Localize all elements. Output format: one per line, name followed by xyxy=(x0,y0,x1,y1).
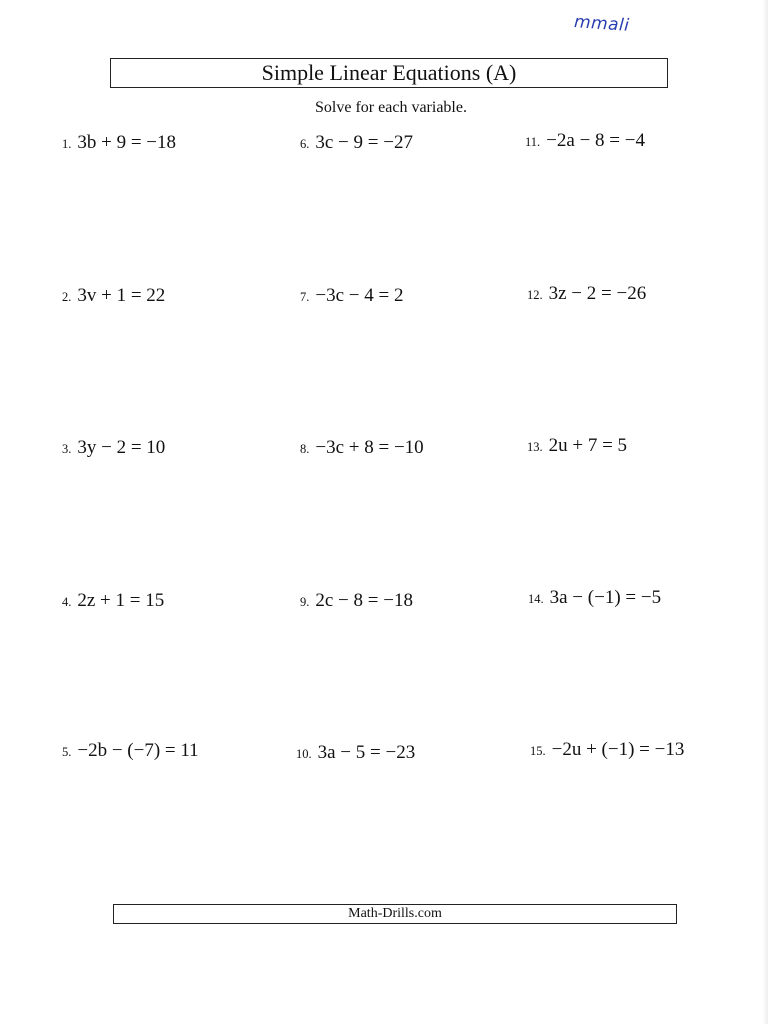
problem xyxy=(528,587,661,609)
problem xyxy=(527,435,627,457)
problem-equation: −2b − (−7) = 11 xyxy=(77,740,199,761)
problem-equation: 3z − 2 = −26 xyxy=(548,283,647,304)
problem-number: 1. xyxy=(62,137,72,151)
problem xyxy=(62,740,199,762)
problem-number: 13. xyxy=(527,440,543,454)
problem xyxy=(296,742,415,764)
problem-number: 4. xyxy=(62,595,72,609)
problem xyxy=(300,590,413,612)
problem-equation: −2u + (−1) = −13 xyxy=(551,739,685,760)
problem-number: 11. xyxy=(525,135,541,149)
footer-box xyxy=(113,904,677,924)
problem-equation: 2z + 1 = 15 xyxy=(77,590,165,611)
problem-number: 5. xyxy=(62,745,72,759)
problem xyxy=(300,132,413,154)
problem-equation: 3a − 5 = −23 xyxy=(317,742,416,763)
problem xyxy=(62,132,176,154)
problem-equation: 3c − 9 = −27 xyxy=(315,132,413,153)
problem-number: 6. xyxy=(300,137,310,151)
scan-edge xyxy=(762,0,768,1024)
problem xyxy=(62,590,164,612)
problem-equation: 2u + 7 = 5 xyxy=(548,435,628,456)
problem-number: 8. xyxy=(300,442,310,456)
problem xyxy=(62,437,165,459)
problem-number: 3. xyxy=(62,442,72,456)
handwritten-name: mmali xyxy=(573,12,631,36)
problem-equation: 3y − 2 = 10 xyxy=(77,437,166,458)
problem-equation: −3c + 8 = −10 xyxy=(315,437,424,458)
instructions: Solve for each variable. xyxy=(315,99,467,116)
footer-text: Math-Drills.com xyxy=(348,906,442,921)
problem-equation: 2c − 8 = −18 xyxy=(315,590,413,611)
problem-equation: −2a − 8 = −4 xyxy=(546,130,645,151)
problem xyxy=(62,285,165,307)
problem-number: 9. xyxy=(300,595,310,609)
problem xyxy=(300,285,403,307)
problem-number: 15. xyxy=(530,744,546,758)
problem-equation: 3v + 1 = 22 xyxy=(77,285,166,306)
problem-number: 14. xyxy=(528,592,544,606)
problem-equation: 3a − (−1) = −5 xyxy=(549,587,662,608)
problem-equation: −3c − 4 = 2 xyxy=(315,285,404,306)
problem xyxy=(530,739,684,761)
problem-number: 7. xyxy=(300,290,310,304)
title-box xyxy=(110,58,668,88)
problem-number: 10. xyxy=(296,747,312,761)
page-title: Simple Linear Equations (A) xyxy=(261,60,517,85)
problem-number: 12. xyxy=(527,288,543,302)
problem xyxy=(300,437,424,459)
problem xyxy=(525,130,645,152)
problem xyxy=(527,283,646,305)
problem-equation: 3b + 9 = −18 xyxy=(77,132,177,153)
problem-number: 2. xyxy=(62,290,72,304)
